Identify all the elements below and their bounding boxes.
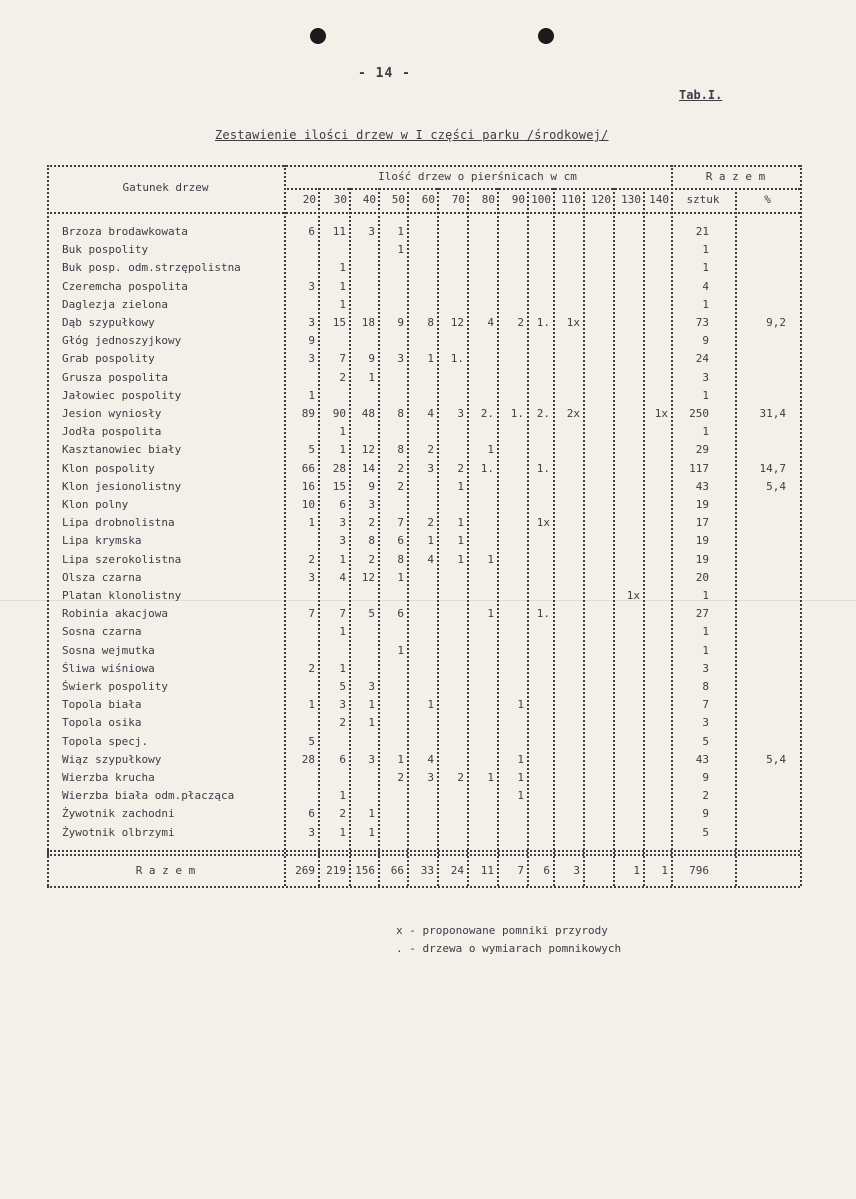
total-sum-cell: 7 [517, 863, 524, 877]
count-cell: 12 [361, 443, 375, 457]
count-cell: 28 [301, 752, 315, 766]
count-cell: 1 [339, 443, 346, 457]
count-cell: 2 [339, 370, 346, 384]
header-diameter-100: 100 [531, 193, 551, 206]
total-count-cell: 20 [695, 570, 709, 584]
count-cell: 1. [450, 352, 464, 366]
count-cell: 9 [308, 334, 315, 348]
count-cell: 2 [397, 461, 404, 475]
total-sum-cell: 66 [390, 863, 404, 877]
count-cell: 3 [308, 352, 315, 366]
count-cell: 16 [301, 479, 315, 493]
count-cell: 1 [517, 771, 524, 784]
species-name: Buk posp. odm.strzępolistna [62, 261, 241, 275]
table-rule-bottom [47, 886, 800, 888]
count-cell: 2 [397, 771, 404, 784]
header-percent: % [764, 193, 771, 206]
count-cell: 1. [510, 407, 524, 420]
count-cell: 4 [427, 752, 434, 766]
count-cell: 1 [339, 261, 346, 275]
count-cell: 15 [332, 479, 346, 493]
header-diameter-40: 40 [362, 193, 376, 206]
count-cell: 66 [301, 461, 315, 475]
table-rule-body-end [47, 850, 800, 852]
page-number: - 14 - [358, 66, 411, 81]
legend-monumental-size: . - drzewa o wymiarach pomnikowych [396, 942, 622, 955]
count-cell: 5 [308, 734, 315, 748]
percent-cell: 14,7 [759, 461, 786, 475]
count-cell: 14 [361, 461, 375, 475]
count-cell: 2 [457, 461, 464, 475]
percent-cell: 31,4 [759, 407, 786, 420]
total-count-cell: 19 [695, 498, 709, 511]
column-rule-diameter [613, 188, 615, 886]
species-name: Jałowiec pospolity [62, 388, 182, 402]
count-cell: 9 [368, 352, 375, 366]
header-diameter-20: 20 [302, 193, 316, 206]
total-count-cell: 1 [702, 643, 709, 657]
count-cell: 1 [339, 789, 346, 803]
count-cell: 1. [536, 461, 550, 475]
count-cell: 1 [427, 534, 434, 548]
count-cell: 1 [308, 388, 315, 402]
count-cell: 2 [368, 552, 375, 566]
total-sum-cell: 156 [355, 863, 375, 877]
count-cell: 6 [397, 534, 404, 548]
table-rule-subheader [284, 188, 800, 190]
count-cell: 5 [339, 680, 346, 693]
species-name: Żywotnik olbrzymi [62, 825, 175, 839]
count-cell: 3 [308, 279, 315, 293]
species-name: Olsza czarna [62, 570, 142, 584]
species-name: Robinia akacjowa [62, 607, 168, 621]
count-cell: 5 [308, 443, 315, 457]
species-name: Klon jesionolistny [62, 479, 182, 493]
count-cell: 3 [457, 407, 464, 420]
species-name: Buk pospolity [62, 243, 149, 257]
species-name: Wiąz szypułkowy [62, 752, 162, 766]
total-count-cell: 250 [689, 407, 709, 420]
count-cell: 8 [397, 552, 404, 566]
count-cell: 1 [368, 716, 375, 730]
count-cell: 3 [308, 316, 315, 329]
count-cell: 12 [361, 570, 375, 584]
count-cell: 3 [427, 461, 434, 475]
count-cell: 89 [301, 407, 315, 420]
species-name: Głóg jednoszyjkowy [62, 334, 182, 348]
total-count-cell: 3 [702, 716, 709, 730]
count-cell: 5 [368, 607, 375, 621]
count-cell: 2x [566, 407, 580, 420]
count-cell: 4 [427, 407, 434, 420]
header-diameter-60: 60 [421, 193, 435, 206]
table-rule-top [47, 165, 800, 167]
total-sum-cell: 11 [480, 863, 494, 877]
count-cell: 3 [397, 352, 404, 366]
species-name: Śliwa wiśniowa [62, 661, 155, 675]
count-cell: 1. [536, 607, 550, 621]
count-cell: 2 [427, 516, 434, 530]
total-count-cell: 9 [702, 771, 709, 784]
species-name: Kasztanowiec biały [62, 443, 182, 457]
count-cell: 7 [339, 352, 346, 366]
count-cell: 3 [339, 534, 346, 548]
count-cell: 1 [457, 534, 464, 548]
total-label: R a z e m [135, 863, 196, 877]
count-cell: 1x [654, 407, 668, 420]
count-cell: 1. [536, 316, 550, 329]
count-cell: 1 [487, 607, 494, 621]
total-sum-cell: 219 [326, 863, 346, 877]
total-count-cell: 1 [702, 625, 709, 639]
total-count-cell: 24 [695, 352, 709, 366]
count-cell: 3 [339, 516, 346, 530]
count-cell: 1 [397, 570, 404, 584]
count-cell: 1 [487, 443, 494, 457]
count-cell: 18 [361, 316, 375, 329]
species-name: Klon polny [62, 498, 129, 511]
count-cell: 2 [427, 443, 434, 457]
header-diameter-130: 130 [621, 193, 641, 206]
total-count-cell: 2 [702, 789, 709, 803]
table-rule-body-end-double [47, 854, 800, 856]
count-cell: 4 [427, 552, 434, 566]
total-count-cell: 5 [702, 734, 709, 748]
count-cell: 1 [339, 425, 346, 439]
count-cell: 3 [368, 225, 375, 238]
count-cell: 1 [339, 279, 346, 293]
percent-cell: 5,4 [766, 752, 786, 766]
total-count-cell: 27 [695, 607, 709, 621]
header-diameter-70: 70 [451, 193, 465, 206]
species-name: Lipa krymska [62, 534, 142, 548]
count-cell: 3 [427, 771, 434, 784]
count-cell: 6 [339, 752, 346, 766]
count-cell: 2. [480, 407, 494, 420]
total-sum-cell: 3 [573, 863, 580, 877]
total-count-cell: 3 [702, 370, 709, 384]
total-sum-cell: 6 [543, 863, 550, 877]
count-cell: 11 [332, 225, 346, 238]
count-cell: 2. [536, 407, 550, 420]
column-rule-diameter [527, 188, 529, 886]
count-cell: 90 [332, 407, 346, 420]
total-count-cell: 117 [689, 461, 709, 475]
total-count-cell: 19 [695, 534, 709, 548]
count-cell: 1 [517, 698, 524, 712]
count-cell: 3 [339, 698, 346, 712]
count-cell: 15 [332, 316, 346, 329]
species-name: Sosna wejmutka [62, 643, 155, 657]
species-name: Lipa drobnolistna [62, 516, 175, 530]
species-name: Grusza pospolita [62, 370, 168, 384]
legend-monuments: x - proponowane pomniki przyrody [396, 924, 608, 937]
count-cell: 4 [487, 316, 494, 329]
count-cell: 1x [626, 589, 640, 602]
count-cell: 1 [427, 698, 434, 712]
count-cell: 1 [397, 752, 404, 766]
count-cell: 7 [308, 607, 315, 621]
species-name: Wierzba biała odm.płacząca [62, 789, 235, 803]
species-name: Topola biała [62, 698, 142, 712]
total-count-cell: 8 [702, 680, 709, 693]
count-cell: 1 [487, 771, 494, 784]
species-name: Grab pospolity [62, 352, 155, 366]
total-count-cell: 1 [702, 425, 709, 439]
total-count-cell: 19 [695, 552, 709, 566]
species-name: Czeremcha pospolita [62, 279, 188, 293]
count-cell: 1 [308, 698, 315, 712]
count-cell: 48 [361, 407, 375, 420]
count-cell: 3 [368, 680, 375, 693]
column-rule-diameter [583, 188, 585, 886]
count-cell: 1 [339, 552, 346, 566]
count-cell: 3 [308, 570, 315, 584]
total-sum-cell: 269 [295, 863, 315, 877]
count-cell: 7 [339, 607, 346, 621]
count-cell: 8 [397, 443, 404, 457]
total-count-cell: 3 [702, 661, 709, 675]
percent-cell: 9,2 [766, 316, 786, 329]
total-count-cell: 1 [702, 297, 709, 311]
count-cell: 1 [427, 352, 434, 366]
total-count-cell: 5 [702, 825, 709, 839]
total-count-cell: 4 [702, 279, 709, 293]
header-diameter-140: 140 [649, 193, 669, 206]
total-count-cell: 1 [702, 388, 709, 402]
count-cell: 1x [536, 516, 550, 530]
count-cell: 1 [397, 225, 404, 238]
count-cell: 28 [332, 461, 346, 475]
count-cell: 1 [368, 698, 375, 712]
count-cell: 4 [339, 570, 346, 584]
count-cell: 1 [368, 807, 375, 821]
total-sum-cell: 33 [420, 863, 434, 877]
count-cell: 10 [301, 498, 315, 511]
total-sum-cell: 1 [633, 863, 640, 877]
species-name: Platan klonolistny [62, 589, 182, 602]
count-cell: 2 [457, 771, 464, 784]
count-cell: 1 [368, 370, 375, 384]
species-name: Lipa szerokolistna [62, 552, 182, 566]
species-name: Klon pospolity [62, 461, 155, 475]
species-name: Topola specj. [62, 734, 149, 748]
total-count-cell: 9 [702, 807, 709, 821]
count-cell: 7 [397, 516, 404, 530]
count-cell: 2 [368, 516, 375, 530]
count-cell: 3 [368, 498, 375, 511]
count-cell: 12 [450, 316, 464, 329]
count-cell: 1 [457, 516, 464, 530]
count-cell: 8 [397, 407, 404, 420]
count-cell: 1 [397, 643, 404, 657]
count-cell: 3 [308, 825, 315, 839]
header-diameter-30: 30 [333, 193, 347, 206]
count-cell: 1 [457, 479, 464, 493]
total-count-cell: 43 [695, 752, 709, 766]
species-name: Świerk pospolity [62, 680, 168, 693]
count-cell: 2 [308, 661, 315, 675]
count-cell: 1 [308, 516, 315, 530]
table-border-right [800, 165, 802, 886]
count-cell: 6 [339, 498, 346, 511]
count-cell: 1 [457, 552, 464, 566]
count-cell: 1x [566, 316, 580, 329]
total-sum-cell: 1 [661, 863, 668, 877]
total-count-cell: 1 [702, 261, 709, 275]
species-name: Topola osika [62, 716, 142, 730]
species-name: Brzoza brodawkowata [62, 225, 188, 238]
header-diameter-110: 110 [561, 193, 581, 206]
column-rule-diameter [643, 188, 645, 886]
column-rule-percent [735, 188, 737, 886]
count-cell: 9 [397, 316, 404, 329]
count-cell: 2 [517, 316, 524, 329]
count-cell: 1 [397, 243, 404, 257]
species-name: Żywotnik zachodni [62, 807, 175, 821]
total-count-cell: 9 [702, 334, 709, 348]
total-count-cell: 1 [702, 589, 709, 602]
total-count-cell: 21 [695, 225, 709, 238]
count-cell: 1 [339, 625, 346, 639]
count-cell: 6 [397, 607, 404, 621]
count-cell: 2 [339, 807, 346, 821]
count-cell: 2 [308, 552, 315, 566]
total-count-cell: 29 [695, 443, 709, 457]
table-rule-header [47, 212, 800, 214]
header-diameter-120: 120 [591, 193, 611, 206]
total-count-cell: 43 [695, 479, 709, 493]
species-name: Wierzba krucha [62, 771, 155, 784]
header-diameter-group: Ilość drzew o pierśnicach w cm [378, 170, 577, 183]
count-cell: 1 [339, 297, 346, 311]
species-name: Dąb szypułkowy [62, 316, 155, 329]
species-name: Sosna czarna [62, 625, 142, 639]
count-cell: 1 [339, 661, 346, 675]
total-count-cell: 7 [702, 698, 709, 712]
header-diameter-50: 50 [391, 193, 405, 206]
header-total-group: R a z e m [705, 170, 766, 183]
column-rule-diameter [553, 188, 555, 886]
percent-cell: 5,4 [766, 479, 786, 493]
count-cell: 8 [368, 534, 375, 548]
count-cell: 2 [339, 716, 346, 730]
count-cell: 1. [480, 461, 494, 475]
count-cell: 9 [368, 479, 375, 493]
count-cell: 2 [397, 479, 404, 493]
table-title: Zestawienie ilości drzew w I części parku /środkowej/ [215, 128, 609, 142]
grand-total: 796 [689, 863, 709, 877]
count-cell: 1 [517, 752, 524, 766]
header-species: Gatunek drzew [122, 181, 209, 194]
total-count-cell: 1 [702, 243, 709, 257]
species-name: Jesion wyniosły [62, 407, 162, 420]
count-cell: 3 [368, 752, 375, 766]
count-cell: 1 [339, 825, 346, 839]
count-cell: 1 [368, 825, 375, 839]
total-sum-cell: 24 [450, 863, 464, 877]
table-label: Tab.I. [679, 88, 723, 102]
count-cell: 6 [308, 225, 315, 238]
count-cell: 6 [308, 807, 315, 821]
header-diameter-90: 90 [511, 193, 525, 206]
total-count-cell: 73 [695, 316, 709, 329]
species-name: Jodła pospolita [62, 425, 162, 439]
count-cell: 1 [487, 552, 494, 566]
count-cell: 8 [427, 316, 434, 329]
count-cell: 1 [517, 789, 524, 803]
table-border-left [47, 165, 49, 886]
total-count-cell: 17 [695, 516, 709, 530]
species-name: Daglezja zielona [62, 297, 168, 311]
header-diameter-80: 80 [481, 193, 495, 206]
header-count: sztuk [686, 193, 720, 206]
